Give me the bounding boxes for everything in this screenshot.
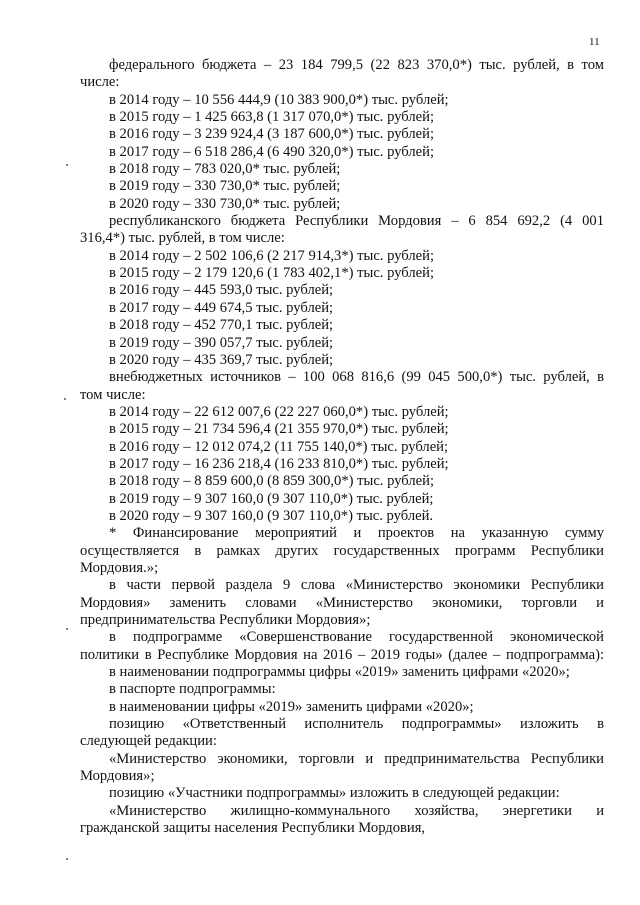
text-line: в 2014 году – 10 556 444,9 (10 383 900,0*) тыс. рублей;: [109, 91, 449, 108]
text-line: следующей редакции:: [80, 733, 217, 750]
text-line: позицию «Участники подпрограммы» изложить в следующей редакции:: [109, 785, 560, 802]
text-line: «Министерство экономики, торговли и предпринимательства Республики: [109, 750, 604, 767]
text-line: в наименовании подпрограммы цифры «2019» заменить цифрами «2020»;: [109, 664, 570, 681]
document-body: [80, 57, 604, 837]
text-line: 316,4*) тыс. рублей, в том числе:: [80, 230, 285, 247]
scan-speck: [66, 628, 68, 630]
text-line: числе:: [80, 74, 120, 91]
text-line: в подпрограмме «Совершенствование государственной экономической: [109, 629, 604, 646]
scan-speck: [66, 164, 68, 166]
scan-speck: [64, 398, 66, 400]
text-line: в 2017 году – 449 674,5 тыс. рублей;: [109, 299, 334, 316]
text-line: в 2015 году – 21 734 596,4 (21 355 970,0*) тыс. рублей;: [109, 421, 449, 438]
text-line: внебюджетных источников – 100 068 816,6 (99 045 500,0*) тыс. рублей, в: [109, 369, 604, 386]
text-line: в 2015 году – 2 179 120,6 (1 783 402,1*) тыс. рублей;: [109, 265, 434, 282]
text-line: Мордовия.»;: [80, 559, 159, 576]
text-line: в 2014 году – 22 612 007,6 (22 227 060,0*) тыс. рублей;: [109, 403, 449, 420]
text-line: в паспорте подпрограммы:: [109, 681, 276, 698]
text-line: в 2020 году – 435 369,7 тыс. рублей;: [109, 351, 334, 368]
text-line: в 2019 году – 390 057,7 тыс. рублей;: [109, 334, 334, 351]
text-line: Мордовия»;: [80, 768, 155, 785]
text-line: в 2017 году – 16 236 218,4 (16 233 810,0*) тыс. рублей;: [109, 455, 449, 472]
text-line: в 2016 году – 3 239 924,4 (3 187 600,0*) тыс. рублей;: [109, 126, 434, 143]
text-line: * Финансирование мероприятий и проектов на указанную сумму: [109, 525, 604, 542]
text-line: в 2018 году – 452 770,1 тыс. рублей;: [109, 317, 334, 334]
text-line: в 2018 году – 783 020,0* тыс. рублей;: [109, 161, 341, 178]
text-line: в 2016 году – 12 012 074,2 (11 755 140,0*) тыс. рублей;: [109, 438, 449, 455]
text-line: предпринимательства Республики Мордовия»;: [80, 612, 371, 628]
text-line: в 2020 году – 330 730,0* тыс. рублей;: [109, 195, 341, 212]
text-line: политики в Республике Мордовия на 2016 – 2019 годы» (далее – подпрограмма):: [80, 646, 604, 663]
text-line: республиканского бюджета Республики Мордовия – 6 854 692,2 (4 001: [109, 213, 604, 230]
text-line: в 2018 году – 8 859 600,0 (8 859 300,0*) тыс. рублей;: [109, 473, 434, 490]
page-number: 11: [589, 36, 600, 48]
text-line: том числе:: [80, 386, 146, 403]
text-line: в 2019 году – 330 730,0* тыс. рублей;: [109, 178, 341, 195]
text-line: в 2017 году – 6 518 286,4 (6 490 320,0*) тыс. рублей;: [109, 143, 434, 160]
text-line: «Министерство жилищно-коммунального хозяйства, энергетики и: [109, 802, 604, 819]
text-line: осуществляется в рамках других государственных программ Республики: [80, 542, 604, 559]
text-line: в 2020 году – 9 307 160,0 (9 307 110,0*) тыс. рублей.: [109, 507, 434, 524]
text-line: федерального бюджета – 23 184 799,5 (22 823 370,0*) тыс. рублей, в том: [109, 57, 604, 73]
text-line: позицию «Ответственный исполнитель подпрограммы» изложить в: [109, 716, 604, 733]
text-line: гражданской защиты населения Республики Мордовия,: [80, 820, 426, 837]
text-line: в части первой раздела 9 слова «Министерство экономики Республики: [109, 577, 604, 594]
text-line: в наименовании цифры «2019» заменить цифрами «2020»;: [109, 698, 474, 715]
text-line: в 2015 году – 1 425 663,8 (1 317 070,0*) тыс. рублей;: [109, 109, 434, 126]
text-line: в 2016 году – 445 593,0 тыс. рублей;: [109, 282, 334, 299]
text-line: Мордовия» заменить словами «Министерство экономики, торговли и: [80, 594, 604, 611]
text-line: в 2019 году – 9 307 160,0 (9 307 110,0*) тыс. рублей;: [109, 490, 434, 507]
scan-speck: [66, 858, 68, 860]
text-line: в 2014 году – 2 502 106,6 (2 217 914,3*) тыс. рублей;: [109, 247, 434, 264]
